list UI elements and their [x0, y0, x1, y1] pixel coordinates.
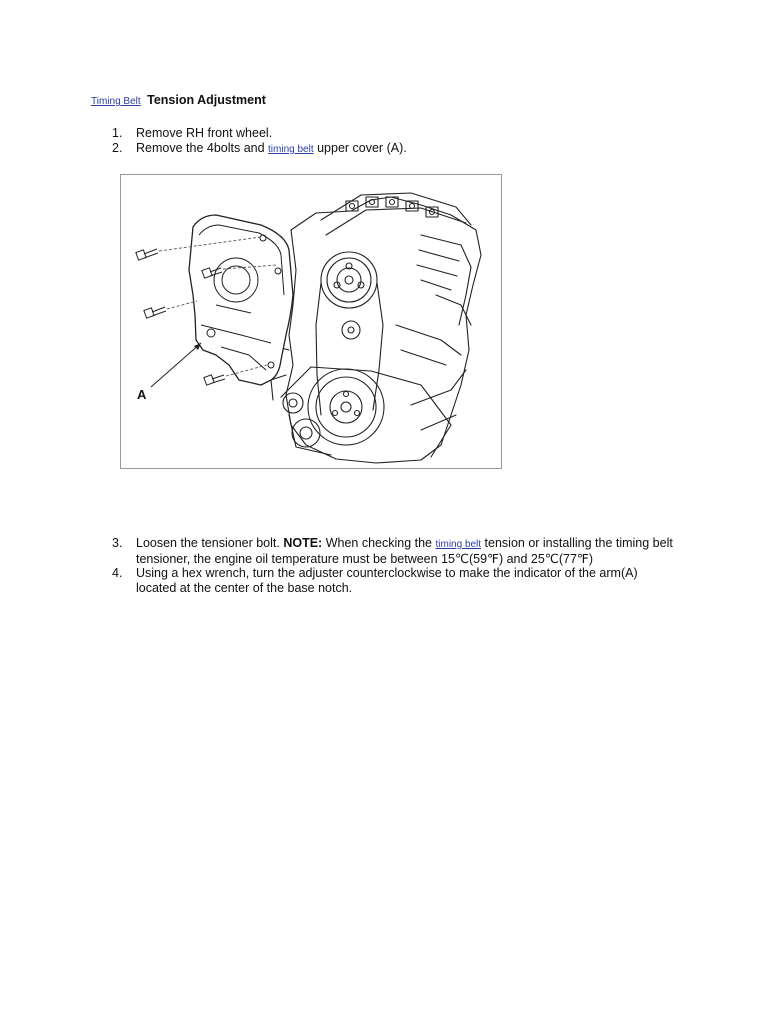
step-text: Remove RH front wheel. — [136, 126, 273, 140]
list-item — [112, 141, 407, 156]
step-text: Loosen the tensioner bolt. NOTE: When checking the timing belt tension or installing the timing belt tensioner, the engine oil temperature must be between 15℃(59℉) and 25℃(77℉) — [136, 536, 673, 566]
step-number: 4. — [112, 566, 123, 580]
step-number: 2. — [112, 141, 123, 155]
list-item — [112, 126, 273, 141]
page-title: Tension Adjustment — [147, 93, 266, 107]
timing-belt-link[interactable]: timing belt — [268, 144, 314, 155]
step-text: Remove the 4bolts and timing belt upper cover (A). — [136, 141, 407, 155]
engine-illustration — [121, 175, 501, 468]
note-label: NOTE: — [283, 536, 323, 550]
step-text: Using a hex wrench, turn the adjuster counterclockwise to make the indicator of the arm(A) located at the center of the base notch. — [136, 566, 638, 595]
timing-belt-link[interactable]: timing belt — [435, 539, 482, 550]
list-item — [112, 536, 673, 566]
callout-label-a: A — [137, 387, 147, 402]
step-number: 1. — [112, 126, 123, 140]
step-number: 3. — [112, 536, 123, 550]
timing-belt-heading-link[interactable]: Timing Belt — [91, 96, 141, 107]
section-heading — [91, 92, 266, 110]
list-item — [112, 566, 638, 595]
engine-diagram — [120, 174, 502, 469]
